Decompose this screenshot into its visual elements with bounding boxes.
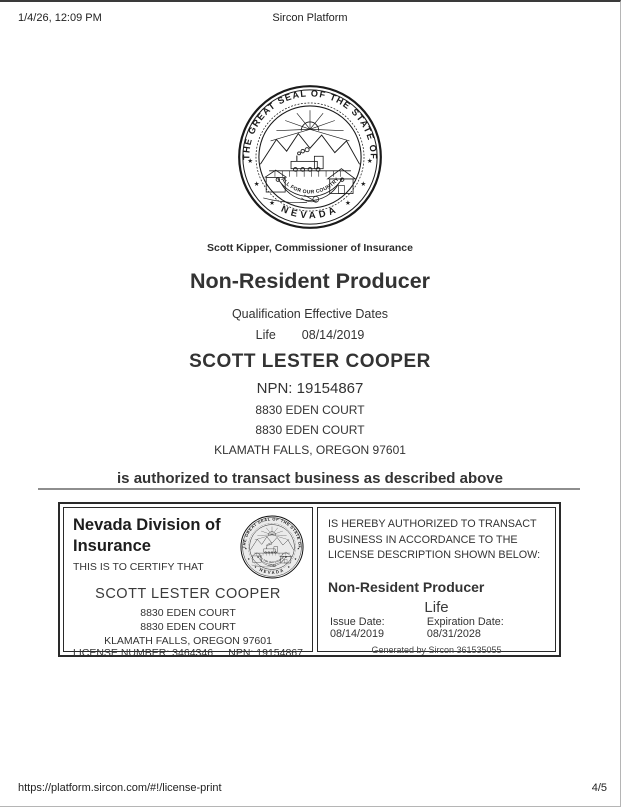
page-indicator: 4/5	[591, 782, 607, 794]
nevada-state-seal-small-icon	[240, 515, 304, 579]
qualification-heading: Qualification Effective Dates	[231, 307, 389, 321]
seal-outer-text: THE GREAT SEAL OF THE STATE OF	[241, 88, 379, 160]
seal-banner-text: ALL FOR OUR COUNTRY	[279, 176, 341, 196]
license-certificate	[0, 84, 620, 537]
qualification-date: 08/14/2019	[301, 328, 365, 342]
address-line: 8830 EDEN COURT	[255, 403, 365, 417]
card-expiration-date: Expiration Date: 08/31/2028	[426, 615, 504, 640]
card-license-type: Non-Resident Producer	[328, 578, 485, 595]
card-authorization-text: IS HEREBY AUTHORIZED TO TRANSACT BUSINESS IN ACCORDANCE TO THE LICENSE DESCRIPTION SHOWN BELOW:	[328, 518, 541, 562]
print-doc-title: Sircon Platform	[272, 12, 348, 24]
wallet-card	[58, 502, 561, 657]
org-name: Nevada Division of Insurance	[73, 516, 221, 556]
qualification-row	[0, 328, 620, 342]
commissioner-line: Scott Kipper, Commissioner of Insurance	[207, 242, 413, 254]
certify-line: THIS IS TO CERTIFY THAT	[73, 560, 204, 573]
card-address-line: KLAMATH FALLS, OREGON 97601	[104, 634, 272, 647]
card-npn: NPN: 19154867	[228, 646, 303, 659]
holder-name: SCOTT LESTER COOPER	[189, 351, 431, 372]
address-line: 8830 EDEN COURT	[255, 423, 365, 437]
svg-text:★: ★	[366, 157, 373, 165]
svg-text:★: ★	[360, 181, 367, 189]
card-holder-name: SCOTT LESTER COOPER	[95, 585, 281, 602]
card-address-line: 8830 EDEN COURT	[140, 620, 236, 633]
seal-bottom-text: NEVADA	[279, 203, 341, 222]
authorization-statement: is authorized to transact business as described above	[117, 470, 503, 487]
svg-text:★: ★	[345, 200, 351, 208]
card-generated-line: Generated by Sircon 361535055	[371, 644, 502, 655]
qualification-name: Life	[255, 328, 276, 342]
card-dates-row	[328, 616, 545, 640]
svg-text:★: ★	[247, 157, 254, 165]
card-license-row	[73, 647, 303, 659]
card-issue-date: Issue Date: 08/14/2019	[330, 615, 385, 640]
svg-text:★: ★	[269, 200, 275, 208]
svg-text:★: ★	[253, 181, 260, 189]
print-url: https://platform.sircon.com/#!/license-print	[18, 782, 222, 794]
card-address-line: 8830 EDEN COURT	[140, 606, 236, 619]
wallet-card-front	[63, 507, 313, 659]
address-line: KLAMATH FALLS, OREGON 97601	[214, 443, 406, 457]
npn-number: NPN: 19154867	[256, 380, 364, 397]
wallet-card-back	[317, 507, 556, 655]
section-divider	[38, 488, 580, 490]
nevada-state-seal-icon	[237, 84, 383, 230]
print-footer	[18, 782, 607, 794]
print-timestamp: 1/4/26, 12:09 PM	[18, 12, 102, 24]
card-qualification: Life	[424, 598, 449, 616]
card-license-number: LICENSE NUMBER: 3464346	[73, 646, 214, 659]
license-type-title: Non-Resident Producer	[189, 269, 431, 293]
